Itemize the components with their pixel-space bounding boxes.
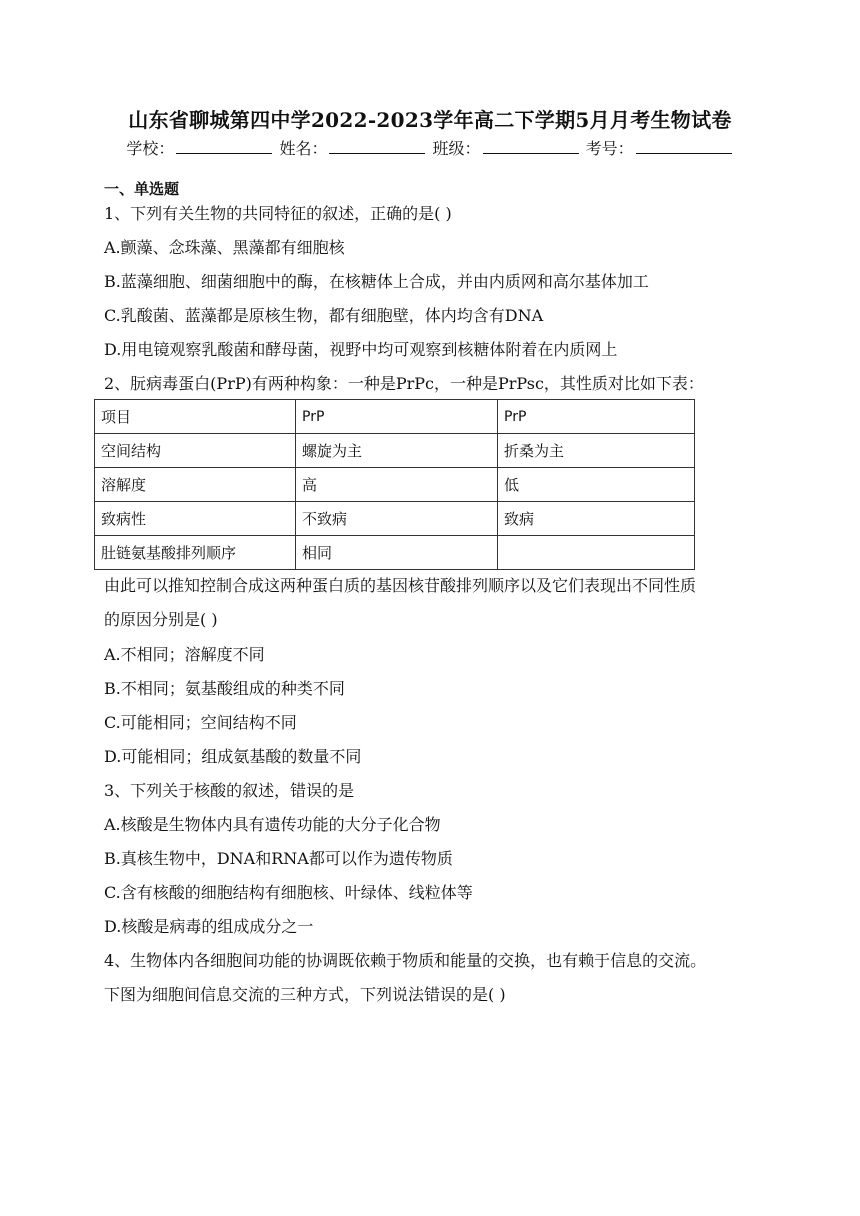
table-cell: 高	[296, 468, 498, 502]
q2-option-d: D.可能相同；组成氨基酸的数量不同	[104, 747, 362, 766]
school-blank[interactable]	[176, 139, 272, 154]
q1-option-c: C.乳酸菌、蓝藻都是原核生物，都有细胞壁，体内均含有DNA	[104, 306, 544, 325]
q3-option-b: B.真核生物中，DNA和RNA都可以作为遗传物质	[104, 849, 453, 868]
q1-stem: 1、下列有关生物的共同特征的叙述，正确的是( )	[104, 204, 452, 223]
table-row	[95, 536, 695, 570]
q3-option-a: A.核酸是生物体内具有遗传功能的大分子化合物	[104, 815, 441, 834]
class-label: 班级：	[432, 139, 481, 158]
q2-option-a: A.不相同；溶解度不同	[104, 645, 265, 664]
table-cell: 折桑为主	[498, 434, 695, 468]
q2-option-c: C.可能相同；空间结构不同	[104, 713, 297, 732]
table-cell: 致病性	[95, 502, 296, 536]
table-cell: 项目	[95, 400, 296, 434]
prp-comparison-table	[94, 399, 695, 570]
table-cell: 不致病	[296, 502, 498, 536]
q3-stem: 3、下列关于核酸的叙述，错误的是	[104, 781, 355, 800]
table-row	[95, 502, 695, 536]
table-row	[95, 400, 695, 434]
table-cell: 低	[498, 468, 695, 502]
q2-stem: 2、朊病毒蛋白(PrP)有两种构象：一种是PrPc，一种是PrPsc，其性质对比如下表：	[104, 374, 704, 393]
exam-number-label: 考号：	[585, 139, 634, 158]
table-cell: PrP	[498, 400, 695, 434]
q4-stem-line-1: 4、生物体内各细胞间功能的协调既依赖于物质和能量的交换，也有赖于信息的交流。	[104, 951, 707, 970]
q1-option-d: D.用电镜观察乳酸菌和酵母菌，视野中均可观察到核糖体附着在内质网上	[104, 340, 618, 359]
table-row	[95, 468, 695, 502]
table-cell	[498, 536, 695, 570]
table-cell: 致病	[498, 502, 695, 536]
class-blank[interactable]	[483, 139, 579, 154]
q3-option-d: D.核酸是病毒的组成成分之一	[104, 917, 314, 936]
table-cell: 肚链氨基酸排列顺序	[95, 536, 296, 570]
q4-stem-line-2: 下图为细胞间信息交流的三种方式，下列说法错误的是( )	[104, 985, 506, 1004]
name-label: 姓名：	[279, 139, 328, 158]
table-cell: 螺旋为主	[296, 434, 498, 468]
q1-option-a: A.颤藻、念珠藻、黑藻都有细胞核	[104, 238, 345, 257]
section-heading: 一、单选题	[104, 180, 180, 198]
exam-number-blank[interactable]	[636, 139, 732, 154]
exam-title: 山东省聊城第四中学2022-2023学年高二下学期5月月考生物试卷	[128, 108, 732, 132]
table-cell: PrP	[296, 400, 498, 434]
table-row	[95, 434, 695, 468]
school-label: 学校：	[126, 139, 175, 158]
q1-option-b: B.蓝藻细胞、细菌细胞中的酶，在核糖体上合成，并由内质网和高尔基体加工	[104, 272, 649, 291]
table-cell: 相同	[296, 536, 498, 570]
q2-text-line-2: 的原因分别是( )	[104, 610, 218, 629]
q3-option-c: C.含有核酸的细胞结构有细胞核、叶绿体、线粒体等	[104, 883, 473, 902]
student-info-line	[0, 136, 860, 159]
table-cell: 空间结构	[95, 434, 296, 468]
table-cell: 溶解度	[95, 468, 296, 502]
name-blank[interactable]	[329, 139, 425, 154]
q2-text-line-1: 由此可以推知控制合成这两种蛋白质的基因核苷酸排列顺序以及它们表现出不同性质	[104, 576, 697, 595]
q2-option-b: B.不相同；氨基酸组成的种类不同	[104, 679, 345, 698]
